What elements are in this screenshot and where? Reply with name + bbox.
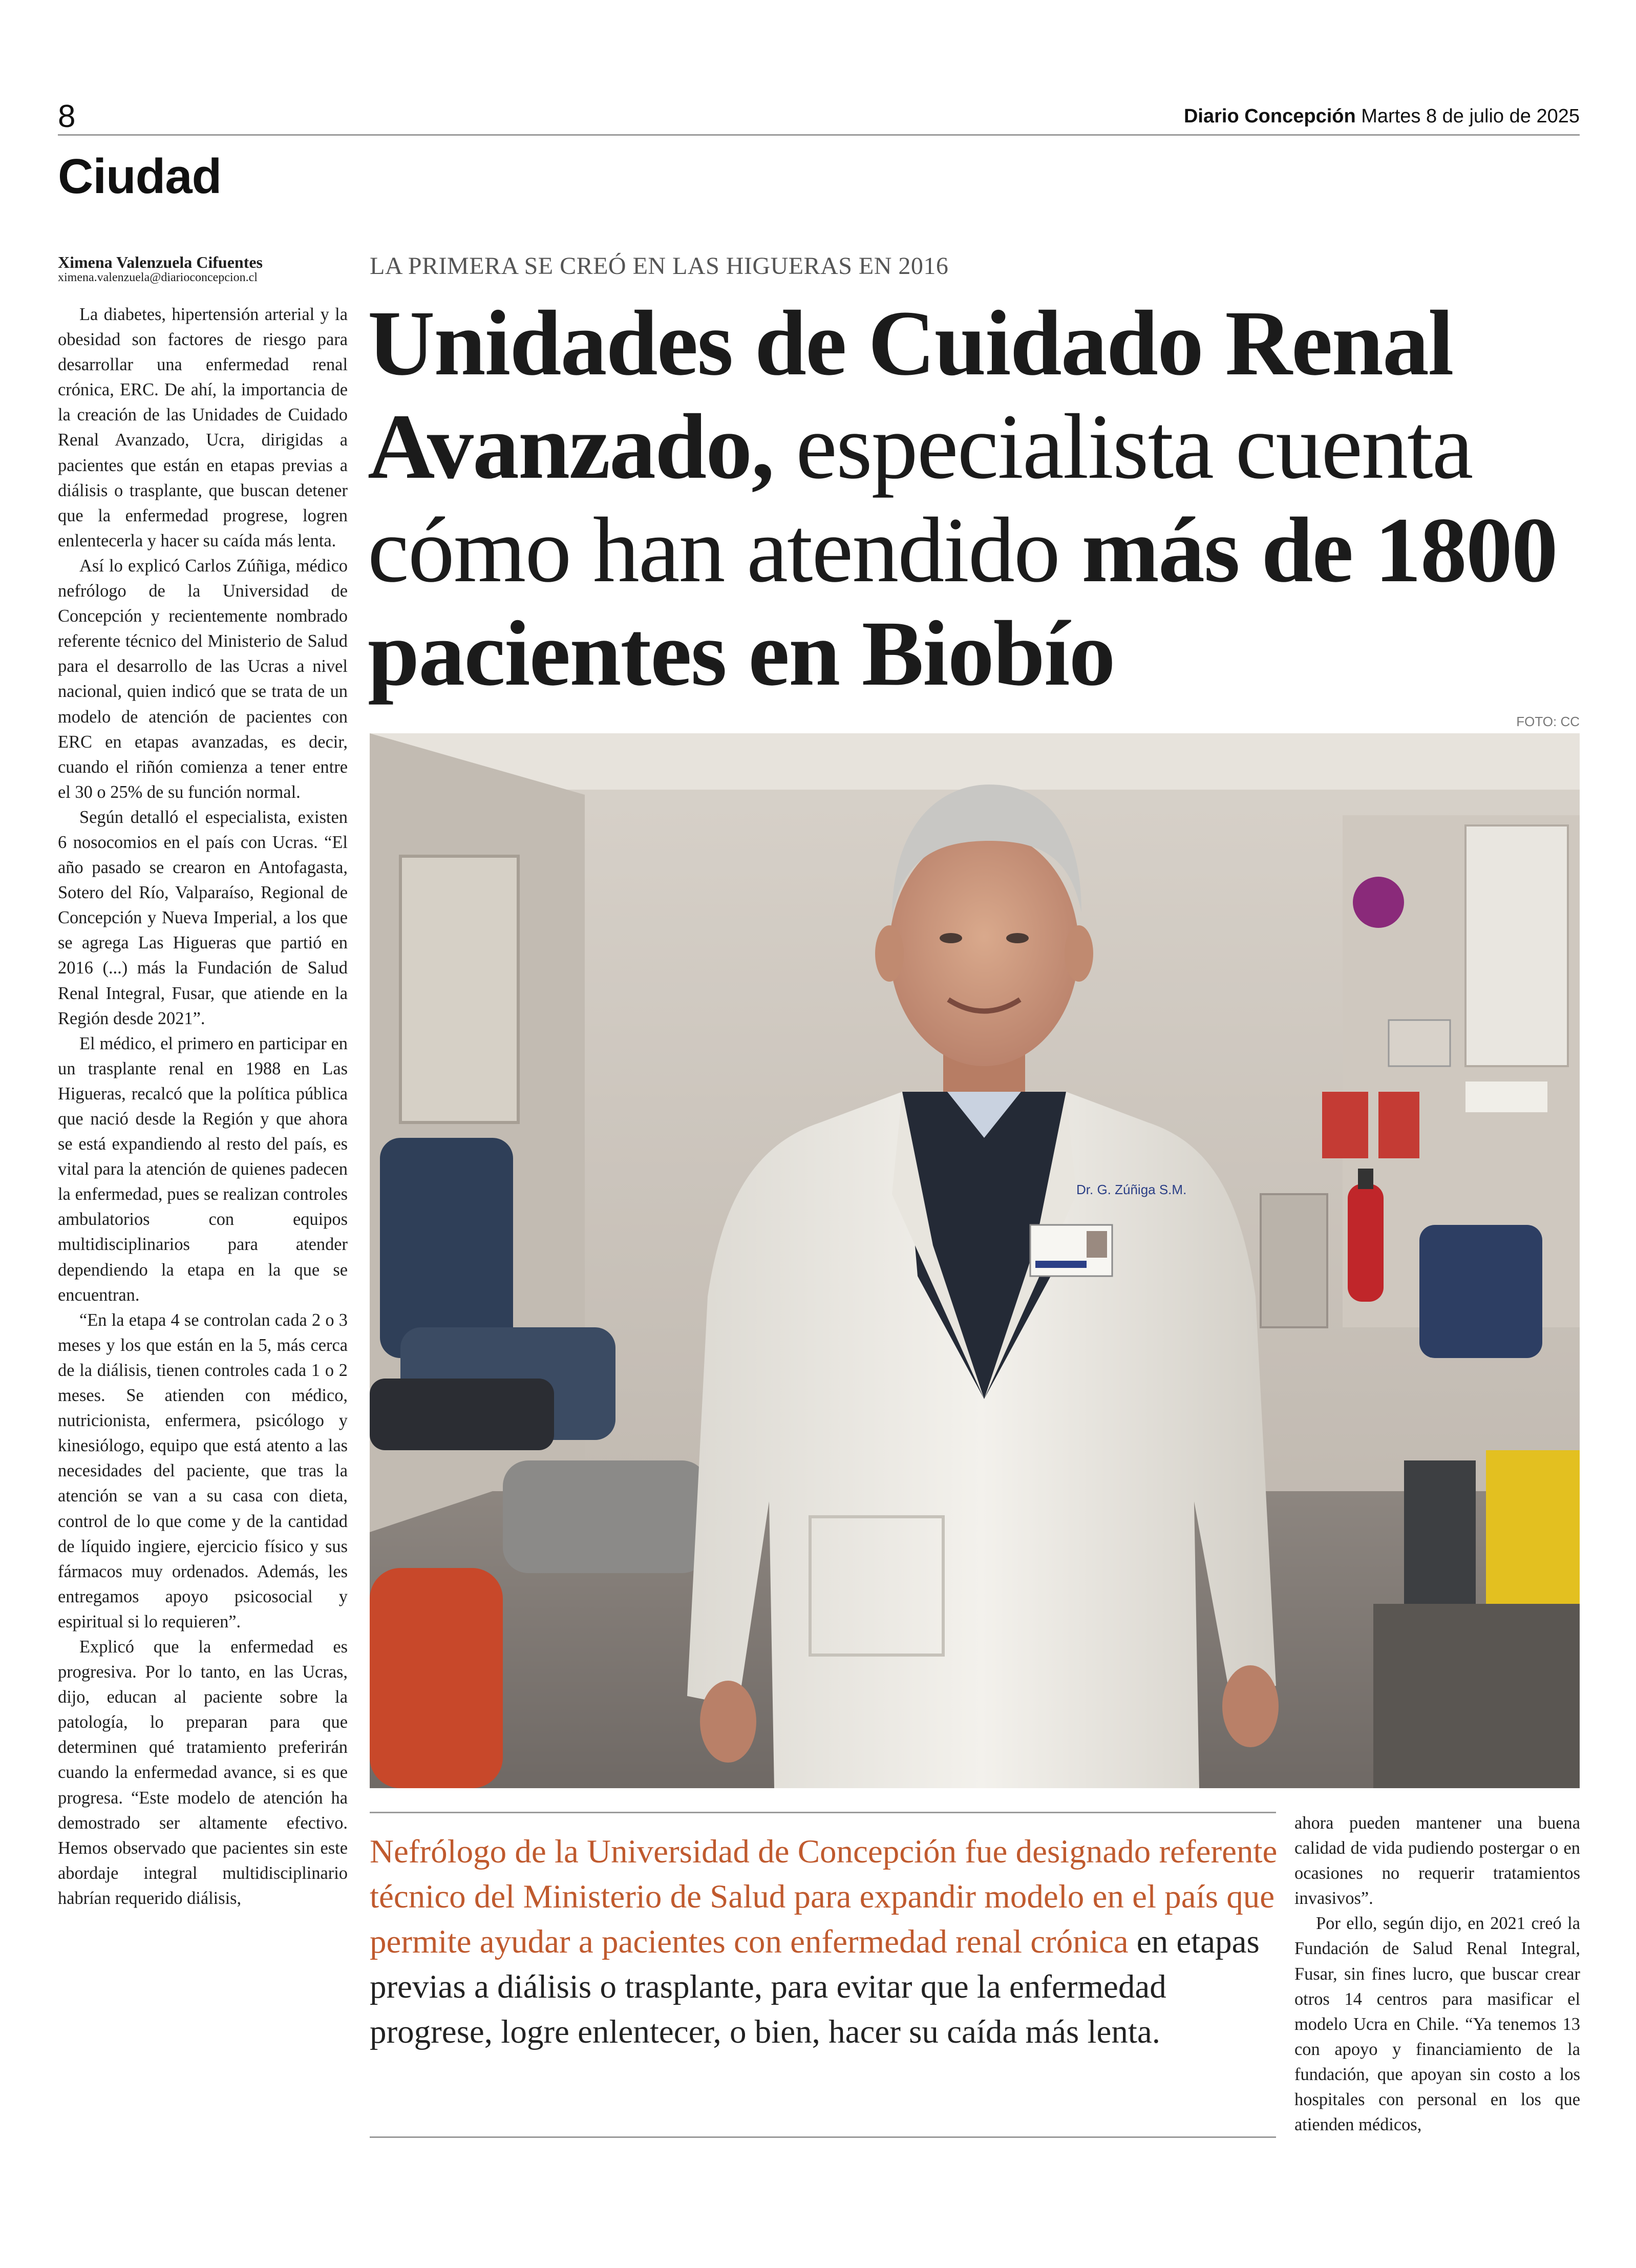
byline bbox=[58, 254, 334, 285]
newspaper-name: Diario Concepción bbox=[1183, 105, 1356, 127]
body-paragraph: Así lo explicó Carlos Zúñiga, médico nefrólogo de la Universidad de Concepción y recientemente nombrado referente técnico del Ministerio de Salud para el desarrollo de las Ucras a nivel nacional, quien indicó que se trata de un modelo de atención de pacientes con ERC en etapas avanzadas, es decir, cuando el riñón comienza a tener entre el 30 o 25% de su función normal. bbox=[58, 556, 348, 802]
author-name: Ximena Valenzuela Cifuentes bbox=[58, 253, 263, 271]
section-title: Ciudad bbox=[58, 149, 222, 204]
header-rule bbox=[58, 134, 1580, 136]
summary-rule-bottom bbox=[370, 2136, 1276, 2138]
body-paragraph: ahora pueden mantener una buena calidad de vida pudiendo postergar o en ocasiones no requerir tratamientos invasivos”. bbox=[1294, 1813, 1580, 1909]
body-paragraph: El médico, el primero en participar en un trasplante renal en 1988 en Las Higueras, recalcó que la política pública que nació desde la Región y que ahora se está expandiendo al resto del país, es vital para la atención de quienes padecen la enfermedad, pues se realizan controles ambulatorios con equipos multidisciplinarios para atender dependiendo la etapa en la que se encuentran. bbox=[58, 1033, 348, 1305]
page-number: 8 bbox=[58, 99, 76, 134]
issue-date: Martes 8 de julio de 2025 bbox=[1361, 105, 1580, 127]
masthead bbox=[1184, 105, 1580, 128]
author-email: ximena.valenzuela@diarioconcepcion.cl bbox=[58, 271, 258, 284]
summary-accent-text: Nefrólogo de la Universidad de Concepción fue designado referente técnico del Ministerio de Salud para expandir modelo en el país que permite ayudar a pacientes con enfermedad renal crónica bbox=[370, 1833, 1278, 1960]
body-paragraph: “En la etapa 4 se controlan cada 2 o 3 meses y los que están en la 5, más cerca de la diálisis, tienen controles cada 1 o 2 meses. Se atienden con médico, nutricionista, enfermera, psicólogo y kinesiólogo, equipo que está atento a las necesidades del paciente, que tras la atención se van a su casa con dieta, control de lo que come y de la cantidad de líquido ingiere, ejercicio físico y sus fármacos muy ordenados. Además, les entregamos apoyo psicosocial y espiritual si lo requieren”. bbox=[58, 1310, 348, 1631]
body-paragraph: Explicó que la enfermedad es progresiva. Por lo tanto, en las Ucras, dijo, educan al paciente sobre la patología, lo preparan para que determinen qué tratamiento preferirán cuando la enfermedad avance, si es que progresa. “Este modelo de atención ha demostrado ser altamente efectivo. Hemos observado que pacientes sin este abordaje integral multidisciplinario habrían requerido diálisis, bbox=[58, 1637, 348, 1908]
article-photo bbox=[370, 733, 1580, 1788]
body-paragraph: Por ello, según dijo, en 2021 creó la Fundación de Salud Renal Integral, Fusar, sin fines lucro, que buscar crear otros 14 centros para masificar el modelo Ucra en Chile. “Ya tenemos 13 con apoyo y financiamiento de la fundación, que apoyan sin costo a los hospitales con personal en los que atienden médicos, bbox=[1294, 1914, 1580, 2135]
article-summary bbox=[370, 1829, 1281, 2054]
coat-embroidery: Dr. G. Zúñiga S.M. bbox=[1076, 1182, 1187, 1197]
headline-bold-part: más de 1800 pacientes en Biobío bbox=[368, 499, 1557, 705]
photo-credit: FOTO: CC bbox=[1516, 714, 1580, 729]
kicker: LA PRIMERA SE CREÓ EN LAS HIGUERAS EN 2016 bbox=[370, 252, 949, 280]
article-body-right bbox=[1294, 1811, 1580, 2137]
body-paragraph: Según detalló el especialista, existen 6 nosocomios en el país con Ucras. “El año pasado se crearon en Antofagasta, Sotero del Río, Valparaíso, Regional de Concepción y Nueva Imperial, a los que se agrega Las Higueras que partió en 2016 (...) más la Fundación de Salud Renal Integral, Fusar, que atiende en la Región desde 2021”. bbox=[58, 807, 348, 1028]
headline bbox=[368, 292, 1586, 706]
body-paragraph: La diabetes, hipertensión arterial y la obesidad son factores de riesgo para desarrollar una enfermedad renal crónica, ERC. De ahí, la importancia de la creación de las Unidades de Cuidado Renal Avanzado, Ucra, dirigidas a pacientes que están en etapas previas a diálisis o trasplante, que buscan detener que la enfermedad progrese, logren enlentecerla y hacer su caída más lenta. bbox=[58, 305, 348, 550]
summary-text: en etapas previas a diálisis o trasplante, para evitar que la enfermedad progrese, logre enlentecer, o bien, hacer su caída más lenta. bbox=[370, 1923, 1260, 2050]
article-body-left bbox=[58, 302, 348, 1911]
summary-rule-top bbox=[370, 1812, 1276, 1813]
headline-regular-part: especialista cuenta cómo han atendido bbox=[368, 395, 1473, 602]
headline-bold-part: Unidades de Cuidado Renal Avanzado, bbox=[368, 292, 1453, 498]
